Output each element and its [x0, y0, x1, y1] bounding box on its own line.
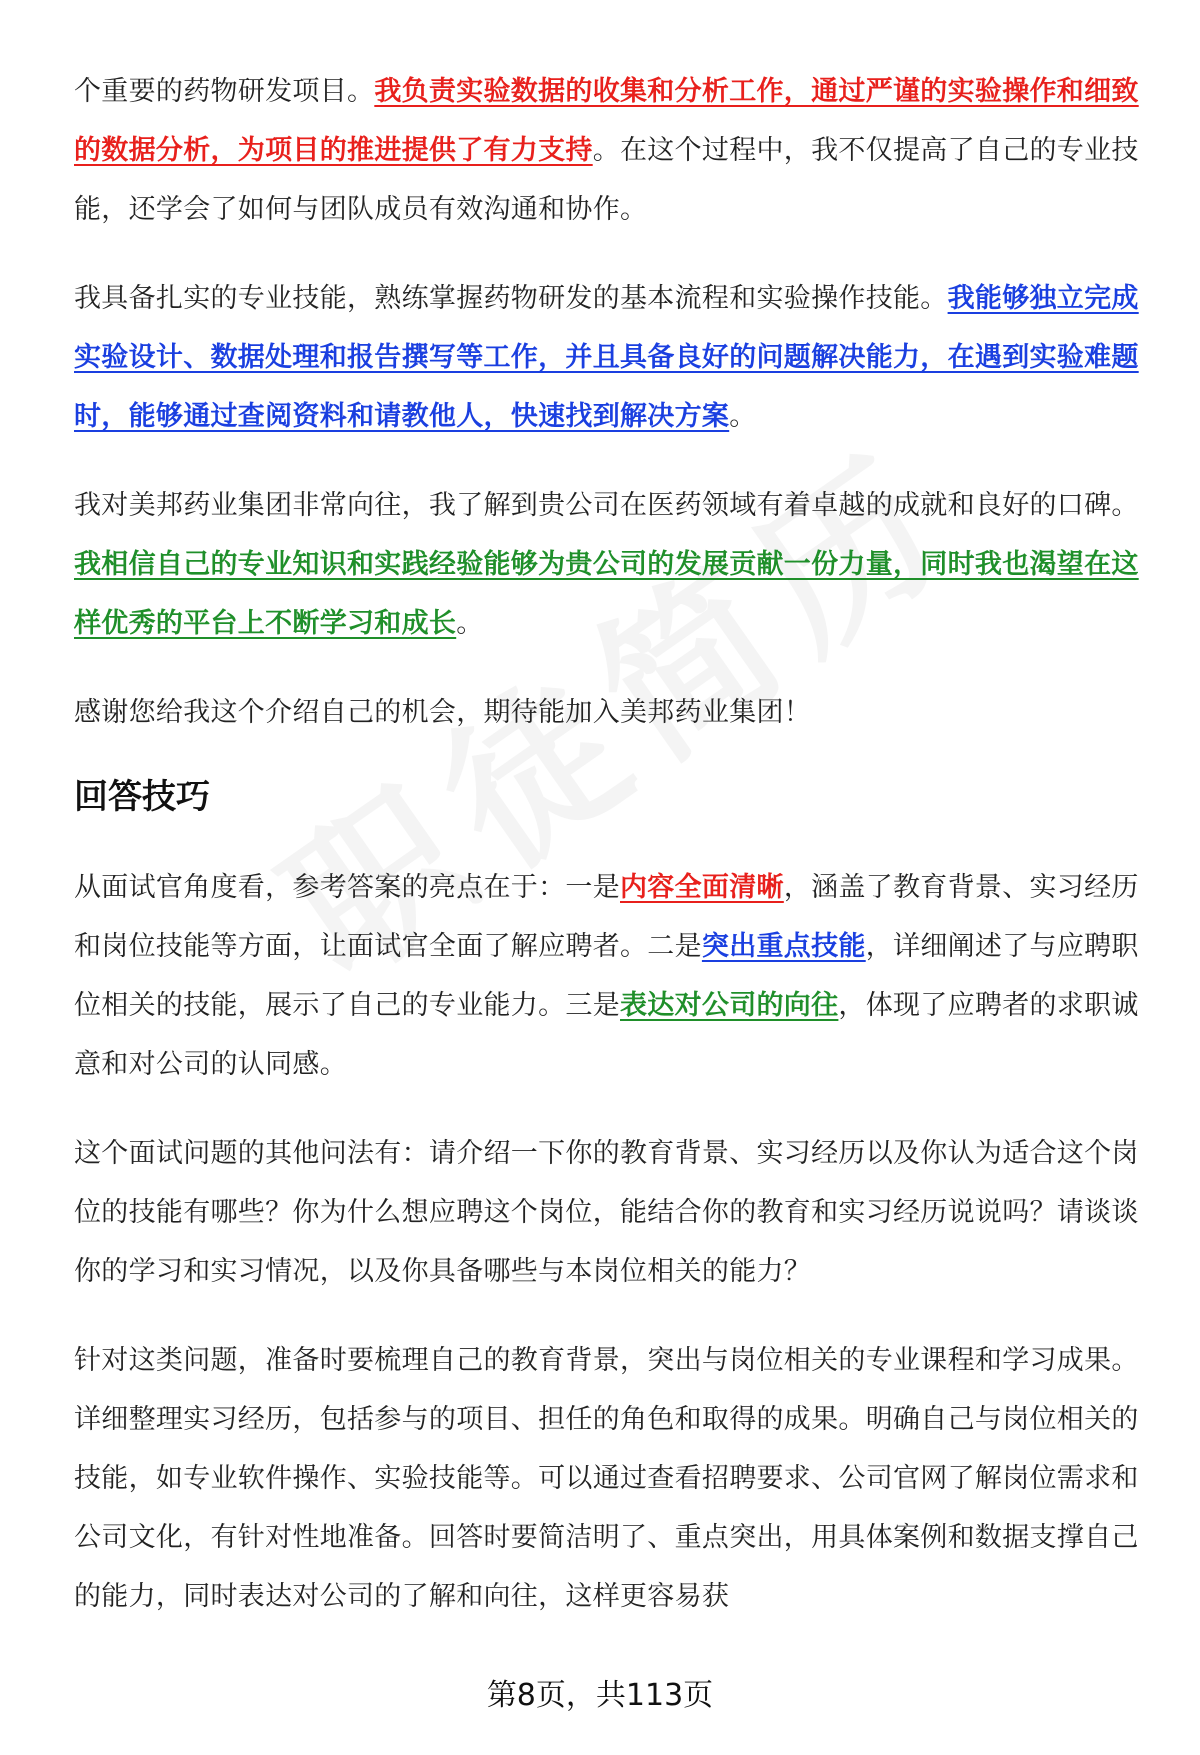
body-text: 我具备扎实的专业技能，熟练掌握药物研发的基本流程和实验操作技能。	[74, 283, 948, 314]
paragraph	[74, 1331, 1149, 1626]
highlight-text: 突出重点技能	[701, 931, 866, 962]
paragraph	[74, 476, 1149, 653]
paragraph	[74, 1124, 1149, 1301]
body-text: 。	[729, 401, 757, 432]
content-area	[74, 62, 1149, 1656]
body-text: ，详细阐述了与应聘职位相关的技能，展示了自己的专业能力。三是	[74, 931, 1139, 1021]
paragraph	[74, 62, 1149, 239]
highlight-text: 表达对公司的向往	[620, 990, 839, 1021]
highlight-text: 我负责实验数据的收集和分析工作，通过严谨的实验操作和细致的数据分析，为项目的推进提供了有力支持	[74, 76, 1139, 166]
body-text: 这个面试问题的其他问法有：请介绍一下你的教育背景、实习经历以及你认为适合这个岗位的技能有哪些？你为什么想应聘这个岗位，能结合你的教育和实习经历说说吗？请谈谈你的学习和实习情况，以及你具备哪些与本岗位相关的能力？	[74, 1138, 1139, 1287]
tips-paragraphs	[74, 858, 1149, 1626]
body-text: 感谢您给我这个介绍自己的机会，期待能加入美邦药业集团！	[74, 697, 812, 728]
paragraph	[74, 269, 1149, 446]
paragraph	[74, 858, 1149, 1094]
highlight-text: 我能够独立完成实验设计、数据处理和报告撰写等工作，并且具备良好的问题解决能力，在遇到实验难题时，能够通过查阅资料和请教他人，快速找到解决方案	[74, 283, 1139, 432]
body-text: 。在这个过程中，我不仅提高了自己的专业技能，还学会了如何与团队成员有效沟通和协作。	[74, 135, 1139, 225]
answer-paragraphs	[74, 62, 1149, 742]
body-text: 我对美邦药业集团非常向往，我了解到贵公司在医药领域有着卓越的成就和良好的口碑。	[74, 490, 1139, 521]
body-text: ，体现了应聘者的求职诚意和对公司的认同感。	[74, 990, 1139, 1080]
body-text: ，涵盖了教育背景、实习经历和岗位技能等方面，让面试官全面了解应聘者。二是	[74, 872, 1139, 962]
body-text: 。	[456, 608, 484, 639]
body-text: 针对这类问题，准备时要梳理自己的教育背景，突出与岗位相关的专业课程和学习成果。详细整理实习经历，包括参与的项目、担任的角色和取得的成果。明确自己与岗位相关的技能，如专业软件操作、实验技能等。可以通过查看招聘要求、公司官网了解岗位需求和公司文化，有针对性地准备。回答时要简洁明了、重点突出，用具体案例和数据支撑自己的能力，同时表达对公司的了解和向往，这样更容易获	[74, 1345, 1139, 1612]
body-text: 从面试官角度看，参考答案的亮点在于：一是	[74, 872, 620, 903]
highlight-text: 我相信自己的专业知识和实践经验能够为贵公司的发展贡献一份力量，同时我也渴望在这样优秀的平台上不断学习和成长	[74, 549, 1139, 639]
paragraph	[74, 683, 1149, 742]
highlight-text: 内容全面清晰	[620, 872, 784, 903]
page-footer: 第8页，共113页	[486, 1678, 714, 1713]
section-heading: 回答技巧	[74, 777, 210, 817]
body-text: 个重要的药物研发项目。	[74, 76, 375, 107]
